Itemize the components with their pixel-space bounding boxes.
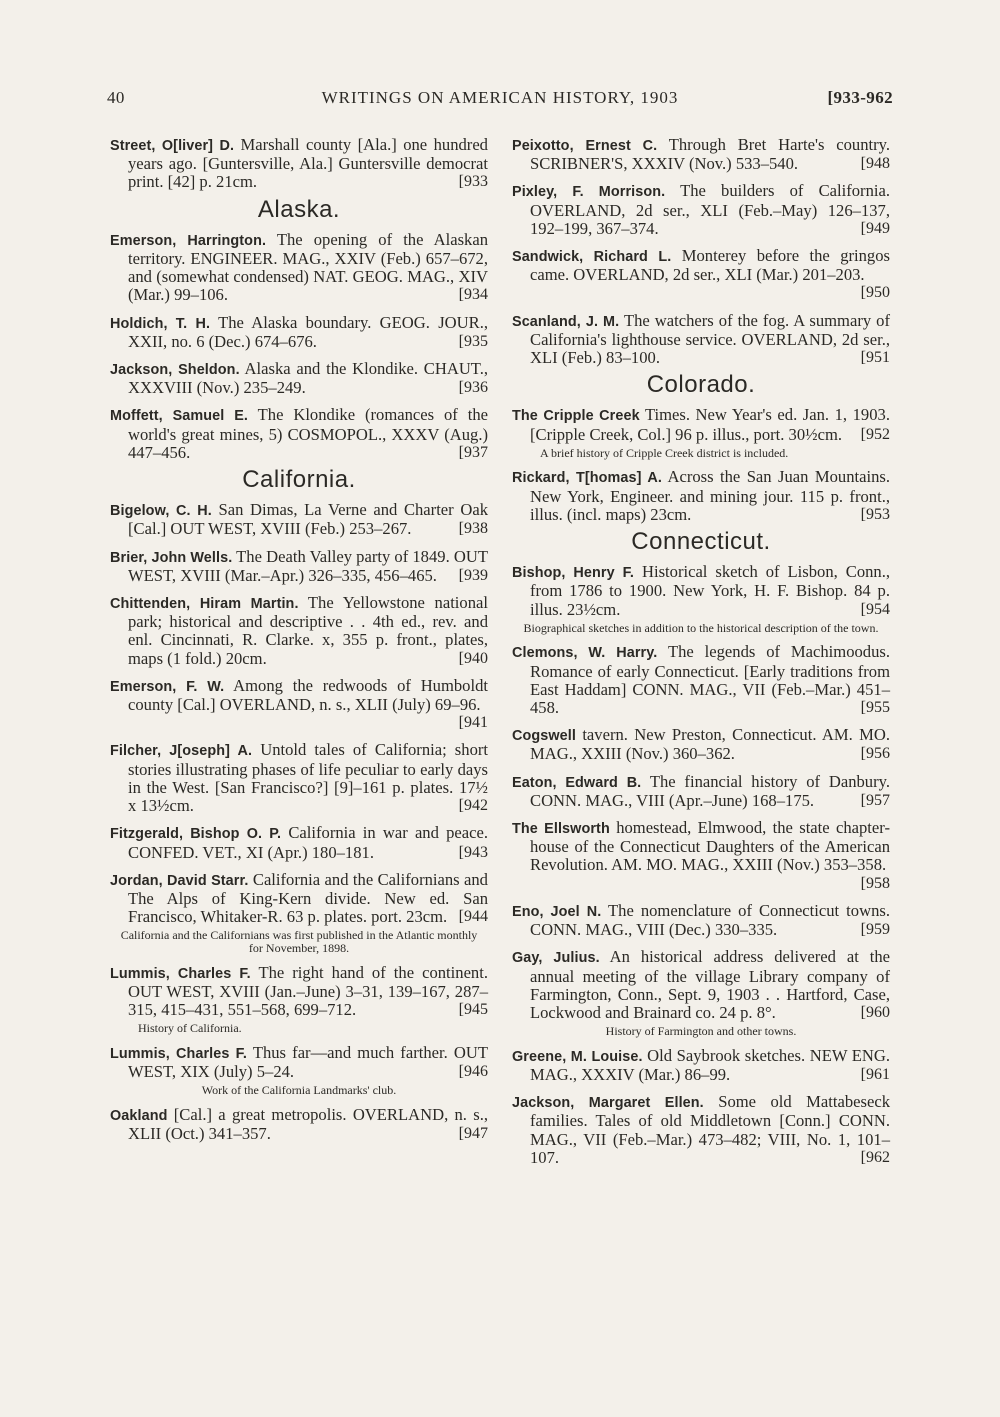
entry-text: The Death Valley party of 1849. OUT WEST, XVIII (Mar.–Apr.) 326–335, 456–465.	[128, 546, 488, 585]
entry-text: Through Bret Harte's country. SCRIBNER'S, XXXIV (Nov.) 533–540.	[530, 135, 890, 174]
entry-author: Bigelow, C. H.	[110, 503, 212, 520]
bibliography-entry	[512, 902, 890, 939]
entry-text: Some old Mattabeseck families. Tales of old Middletown [Conn.] CONN. MAG., VII (Feb.–Mar.) 473–482; VIII, No. 1, 101–107.	[530, 1092, 890, 1167]
entry-text: San Dimas, La Verne and Charter Oak [Cal.] OUT WEST, XVIII (Feb.) 253–267.	[128, 500, 488, 539]
entry-text: The legends of Machimoodus. Romance of early Connecticut. [Early traditions from East Haddam] CONN. MAG., VII (Feb.–Mar.) 451–458.	[530, 642, 890, 718]
running-title: WRITINGS ON AMERICAN HISTORY, 1903	[321, 88, 679, 107]
entry-author: Rickard, T[homas] A.	[512, 470, 662, 487]
entry-text: Thus far—and much farther. OUT WEST, XIX (July) 5–24.	[128, 1042, 489, 1081]
bibliography-entry	[110, 741, 488, 815]
entry-number: [947	[458, 1124, 488, 1142]
entry-number: [939	[458, 566, 488, 584]
entry-text: An historical address delivered at the annual meeting of the village Library company of Farmington, Conn., Sept. 9, 1903 . . Hartford, Case, Lockwood and Brainard co. 24 p. 8°.	[530, 947, 890, 1022]
entry-author: Jordan, David Starr.	[110, 872, 249, 889]
entry-number: [956	[860, 745, 890, 763]
entry-number: [936	[458, 379, 488, 397]
entry-text: [Cal.] a great metropolis. OVERLAND, n. s., XLII (Oct.) 341–357.	[128, 1104, 488, 1143]
bibliography-entry	[110, 548, 488, 585]
entry-author: The Ellsworth	[512, 821, 610, 838]
entry-author: Gay, Julius.	[512, 950, 600, 967]
entry-author: Pixley, F. Morrison.	[512, 184, 666, 201]
entry-note: History of Farmington and other towns.	[605, 1024, 797, 1039]
entry-text: The builders of California. OVERLAND, 2d ser., XLI (Feb.–May) 126–137, 192–199, 367–374.	[530, 181, 890, 238]
entry-author: Oakland	[110, 1107, 168, 1124]
entry-text: Marshall county [Ala.] one hundred years ago. [Guntersville, Ala.] Guntersville democrat print. [42] p. 21cm.	[128, 135, 488, 192]
entry-number: [951	[860, 349, 890, 367]
entry-number: [937	[458, 443, 488, 461]
entry-author: Jackson, Sheldon.	[110, 362, 240, 379]
entry-text: homestead, Elmwood, the state chapter-house of the Connecticut Daughters of the American Revolution. AM. MO. MAG., XXIII (Nov.) 353–358.	[530, 818, 890, 875]
entry-number: [948	[860, 155, 890, 173]
entry-text: California in war and peace. CONFED. VET., XI (Apr.) 180–181.	[128, 823, 488, 862]
entry-note: Biographical sketches in addition to the historical description of the town.	[523, 620, 879, 635]
page-number: 40	[107, 88, 125, 107]
entry-text: The Alaska boundary. GEOG. JOUR., XXII, no. 6 (Dec.) 674–676.	[128, 312, 488, 351]
bibliography-entry	[110, 964, 488, 1020]
entry-note: California and the Californians was first published in the Atlantic monthly for November, 1898.	[120, 928, 478, 955]
bibliography-entry	[110, 824, 488, 861]
bibliography-entry	[512, 182, 890, 238]
bibliography-entry	[512, 819, 890, 893]
right-column	[512, 136, 890, 1176]
entry-text: Untold tales of California; short stories illustrating phases of life peculiar to early days in the West. [San Francisco?] [9]–161 p. plates. 17½ x 13½cm.	[128, 740, 488, 816]
entry-text: The watchers of the fog. A summary of California's lighthouse service. OVERLAND, 2d ser., XLI (Feb.) 83–100.	[530, 310, 890, 368]
entry-text: California and the Californians and The Alps of King-Kern divide. New ed. San Francisco, Whitaker-R. 63 p. plates. port. 23cm.	[128, 869, 488, 927]
entry-text: Monterey before the gringos came. OVERLAND, 2d ser., XLI (Mar.) 201–203.	[530, 246, 890, 285]
entry-author: Brier, John Wells.	[110, 549, 233, 566]
entry-author: The Cripple Creek	[512, 408, 640, 425]
bibliography-entry	[512, 1093, 890, 1167]
bibliography-entry	[512, 468, 890, 524]
entry-number: [941	[458, 714, 488, 732]
bibliography-entry	[512, 948, 890, 1022]
entry-author: Eno, Joel N.	[512, 903, 602, 920]
entry-text: tavern. New Preston, Connecticut. AM. MO. MAG., XXIII (Nov.) 360–362.	[530, 725, 890, 764]
entry-number: [954	[860, 600, 890, 618]
entry-author: Sandwick, Richard L.	[512, 249, 672, 266]
bibliography-entry	[110, 231, 488, 305]
entry-text: The Klondike (romances of the world's great mines, 5) COSMOPOL., XXXV (Aug.) 447–456.	[128, 405, 488, 462]
bibliography-entry	[512, 312, 890, 368]
entry-note: Work of the California Landmarks' club.	[201, 1083, 397, 1098]
entry-note: History of California.	[138, 1021, 242, 1036]
entry-number: [959	[860, 921, 890, 939]
section-heading: California.	[242, 466, 356, 494]
bibliography-entry	[512, 773, 890, 810]
entry-number: [938	[458, 520, 488, 538]
entry-number: [957	[860, 791, 890, 809]
entry-number: [934	[458, 286, 488, 304]
entry-text: Historical sketch of Lisbon, Conn., from 1786 to 1900. New York, H. F. Bishop. 84 p. illus. 23½cm.	[530, 562, 891, 619]
entry-author: Street, O[liver] D.	[110, 138, 235, 154]
entry-number: [935	[458, 332, 488, 350]
bibliography-entry	[110, 314, 488, 351]
entry-author: Chittenden, Hiram Martin.	[110, 596, 299, 613]
entry-author: Emerson, F. W.	[110, 678, 225, 695]
entry-text: Across the San Juan Mountains. New York, Engineer. and mining jour. 115 p. front., illus. (incl. maps) 23cm.	[530, 467, 890, 524]
entry-author: Emerson, Harrington.	[110, 232, 267, 249]
entry-number: [962	[860, 1148, 890, 1166]
entry-number: [933	[458, 173, 488, 191]
entry-number: [945	[458, 1000, 488, 1018]
bibliography-entry	[512, 406, 890, 443]
section-heading: Alaska.	[257, 195, 341, 223]
bibliography-entry	[110, 406, 488, 462]
entry-number: [955	[860, 699, 890, 717]
entry-author: Clemons, W. Harry.	[512, 645, 658, 662]
entry-number: [952	[860, 425, 890, 443]
entry-number: [958	[860, 874, 890, 892]
entry-number: [949	[860, 219, 890, 237]
entry-number: [960	[860, 1003, 890, 1021]
entry-text: Alaska and the Klondike. CHAUT., XXXVIII (Nov.) 235–249.	[128, 359, 489, 398]
entry-author: Peixotto, Ernest C.	[512, 138, 658, 154]
entry-note: A brief history of Cripple Creek district is included.	[540, 445, 789, 460]
bibliography-entry	[512, 136, 890, 173]
entry-number: [953	[860, 505, 890, 523]
entry-text: Times. New Year's ed. Jan. 1, 1903. [Cripple Creek, Col.] 96 p. illus., port. 30½cm.	[530, 405, 890, 444]
entry-author: Bishop, Henry F.	[512, 565, 634, 582]
entry-author: Holdich, T. H.	[110, 315, 211, 332]
entry-number: [946	[458, 1062, 488, 1080]
bibliography-entry	[110, 594, 488, 668]
entry-author: Greene, M. Louise.	[512, 1048, 643, 1065]
bibliography-entry	[512, 247, 890, 303]
entry-author: Fitzgerald, Bishop O. P.	[110, 826, 282, 843]
entry-number: [943	[458, 843, 488, 861]
section-heading: Connecticut.	[631, 528, 771, 556]
entry-author: Lummis, Charles F.	[110, 1045, 247, 1062]
bibliography-entry	[512, 726, 890, 763]
entry-author: Lummis, Charles F.	[110, 965, 251, 982]
entry-text: The Yellowstone national park; historical and descriptive . . 4th ed., rev. and enl. Cincinnati, R. Clarke. x, 355 p. front., plates, maps (1 fold.) 20cm.	[128, 593, 488, 668]
bibliography-entry	[110, 501, 488, 538]
entry-number: [942	[458, 797, 488, 815]
left-column	[110, 136, 488, 1152]
entry-author: Jackson, Margaret Ellen.	[512, 1095, 704, 1112]
entry-range: [933-962	[827, 88, 893, 107]
entry-text: Old Saybrook sketches. NEW ENG. MAG., XXXIV (Mar.) 86–99.	[530, 1045, 891, 1084]
bibliography-entry	[110, 1106, 488, 1143]
entry-author: Eaton, Edward B.	[512, 774, 642, 791]
bibliography-entry	[110, 136, 488, 192]
bibliography-entry	[512, 1047, 890, 1084]
entry-author: Cogswell	[512, 728, 576, 745]
entry-text: Among the redwoods of Humboldt county [Cal.] OVERLAND, n. s., XLII (July) 69–96.	[128, 675, 489, 715]
entry-author: Filcher, J[oseph] A.	[110, 743, 253, 760]
entry-text: The opening of the Alaskan territory. ENGINEER. MAG., XXIV (Feb.) 657–672, and (somewhat condensed) NAT. GEOG. MAG., XIV (Mar.) 99–106.	[128, 229, 489, 305]
bibliography-entry	[512, 563, 890, 619]
entry-number: [944	[458, 908, 488, 926]
entry-text: The financial history of Danbury. CONN. MAG., VIII (Apr.–June) 168–175.	[530, 771, 890, 810]
entry-text: The right hand of the continent. OUT WEST, XVIII (Jan.–June) 3–31, 139–167, 287–315, 415–431, 551–568, 699–712.	[128, 962, 488, 1019]
entry-number: [961	[860, 1065, 890, 1083]
entry-number: [940	[458, 649, 488, 667]
entry-number: [950	[860, 284, 890, 302]
bibliography-entry	[512, 643, 890, 717]
entry-author: Scanland, J. M.	[512, 313, 620, 330]
bibliography-entry	[110, 871, 488, 927]
entry-text: The nomenclature of Connecticut towns. CONN. MAG., VIII (Dec.) 330–335.	[530, 900, 890, 940]
section-heading: Colorado.	[646, 371, 756, 399]
bibliography-entry	[110, 360, 488, 397]
bibliography-entry	[110, 677, 488, 733]
entry-author: Moffett, Samuel E.	[110, 408, 249, 425]
bibliography-entry	[110, 1044, 488, 1081]
